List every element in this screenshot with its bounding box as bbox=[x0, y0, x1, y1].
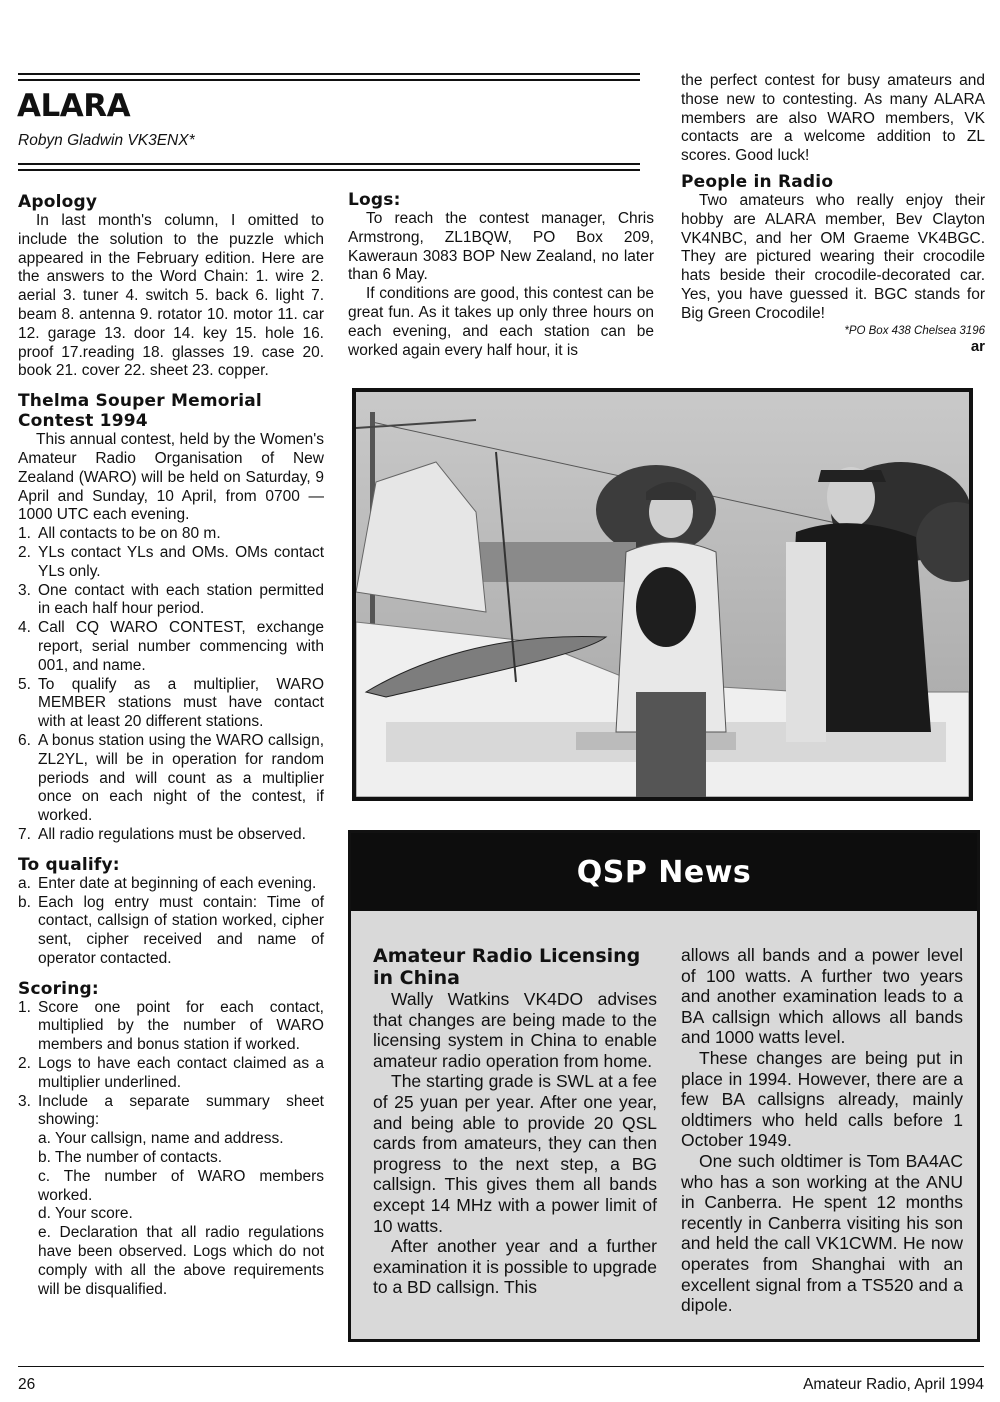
page-number: 26 bbox=[18, 1376, 36, 1393]
apology-heading: Apology bbox=[18, 192, 98, 212]
publication-info: Amateur Radio, April 1994 bbox=[803, 1376, 984, 1393]
scoring-list bbox=[18, 999, 324, 1131]
column-title: ALARA bbox=[17, 88, 131, 124]
logs-column bbox=[348, 190, 654, 360]
author-address: *PO Box 438 Chelsea 3196 bbox=[844, 324, 985, 337]
list-item: 6. A bonus station using the WARO callsign, ZL2YL, will be in operation for random periods and will count as a multiplier once on each night of the contest, if worked. bbox=[18, 731, 324, 825]
header-rule-top bbox=[18, 73, 640, 75]
qsp-para: The starting grade is SWL at a fee of 25 yuan per year. After one year, and being able to provide 20 QSL cards from amateurs, they can then progress to the next step, a BG callsign. This gives them all bands except 14 MHz with a power limit of 10 watts. bbox=[373, 1071, 657, 1236]
list-item: 7. All radio regulations must be observed. bbox=[18, 825, 306, 843]
qsp-left-column bbox=[373, 945, 657, 1298]
qualify-list bbox=[18, 875, 324, 969]
qsp-para: One such oldtimer is Tom BA4AC who has a son working at the ANU in Canberra. He spent 12 months recently in Canberra visiting his son and held the call VK1CWM. He now operates from Shanghai with an excellent signal from a TS520 and a dipole. bbox=[681, 1150, 963, 1316]
summary-item-members: c. The number of WARO members worked. bbox=[38, 1167, 324, 1204]
qsp-banner-title: QSP News bbox=[576, 854, 752, 890]
qsp-banner bbox=[351, 833, 977, 911]
list-item: 3. One contact with each station permitted in each half hour period. bbox=[18, 581, 324, 618]
logs-text-2: If conditions are good, this contest can be great fun. As it takes up only three hours on each evening, and each station can be worked again every half hour, it is bbox=[348, 285, 654, 359]
people-heading: People in Radio bbox=[681, 171, 834, 192]
qsp-para: allows all bands and a power level of 100 watts. A further two years and another examination leads to a BA callsign which allows all bands and 1000 watts level. bbox=[681, 945, 963, 1048]
footer-rule bbox=[18, 1366, 984, 1367]
left-column bbox=[18, 192, 324, 1299]
qualify-heading: To qualify: bbox=[18, 854, 120, 875]
logs-heading: Logs: bbox=[348, 190, 401, 210]
byline-rule-top bbox=[18, 163, 640, 165]
crocodile-car-photo bbox=[352, 388, 973, 801]
thelma-intro: This annual contest, held by the Women's Amateur Radio Organisation of New Zealand (WARO) will be held on Saturday, 9 April and Sunday, 10 April, from 0700 — 1000 UTC each evening. bbox=[18, 431, 324, 524]
list-item: 1. All contacts to be on 80 m. bbox=[18, 525, 221, 543]
people-text: Two amateurs who really enjoy their hobby are ALARA member, Bev Clayton VK4NBC, and her OM Graeme VK4BGC. They are pictured wearing their crocodile hats beside their crocodile-decorated car. Yes, you have guessed it. BGC stands for Big Green Crocodile! bbox=[681, 191, 985, 322]
thelma-rules bbox=[18, 525, 324, 845]
summary-item-contacts: b. The number of contacts. bbox=[38, 1149, 223, 1167]
list-item: 5. To qualify as a multiplier, WARO MEMBER stations must have contact with at least 20 different stations. bbox=[18, 675, 324, 731]
scoring-heading: Scoring: bbox=[18, 978, 99, 999]
qsp-para: Wally Watkins VK4DO advises that changes are being made to the licensing system in China to enable amateur radio operation from home. bbox=[373, 989, 657, 1071]
qsp-right-column bbox=[681, 945, 963, 1316]
qsp-article-heading: Amateur Radio Licensing in China bbox=[373, 945, 641, 989]
list-item: a. Enter date at beginning of each evening. bbox=[18, 874, 317, 892]
list-item: 2. Logs to have each contact claimed as a multiplier underlined. bbox=[18, 1055, 324, 1091]
thelma-heading: Thelma Souper Memorial Contest 1994 bbox=[18, 391, 262, 432]
contest-continuation: the perfect contest for busy amateurs and those new to contesting. As many ALARA members are also WARO members, VK contacts are a welcome addition to ZL scores. Good luck! bbox=[681, 72, 985, 165]
logs-text-1: To reach the contest manager, Chris Armstrong, ZL1BQW, PO Box 209, Kaweraun 3083 BOP New Zealand, no later than 6 May. bbox=[348, 210, 654, 284]
byline: Robyn Gladwin VK3ENX* bbox=[18, 132, 195, 149]
list-item: 1. Score one point for each contact, multiplied by the number of WARO members and bonus station if worked. bbox=[18, 998, 324, 1054]
right-column bbox=[681, 72, 985, 356]
header-rule-bottom bbox=[18, 79, 640, 81]
end-mark: ar bbox=[970, 337, 985, 355]
photo-illustration bbox=[356, 392, 969, 797]
apology-text: In last month's column, I omitted to include the solution to the puzzle which appeared in the February edition. Here are the answers to the Word Chain: 1. wire 2. aerial 3. tuner 4. switch 5. back 6. light 7. beam 8. antenna 9. rotator 10. motor 11. car 12. garage 13. door 14. key 15. hole 16. proof 17.reading 18. glasses 19. case 20. book 21. cover 22. sheet 23. copper. bbox=[18, 212, 324, 380]
list-item: 2. YLs contact YLs and OMs. OMs contact YLs only. bbox=[18, 543, 324, 580]
list-item: 3. Include a separate summary sheet showing: bbox=[18, 1092, 324, 1129]
summary-item-declaration: e. Declaration that all radio regulations have been observed. Logs which do not comply with all the above requirements will be disqualified. bbox=[38, 1224, 324, 1298]
summary-item-callsign: a. Your callsign, name and address. bbox=[38, 1130, 284, 1148]
list-item: b. Each log entry must contain: Time of contact, callsign of station worked, cipher sent, cipher received and name of operator contacted. bbox=[18, 893, 324, 967]
summary-item-score: d. Your score. bbox=[38, 1205, 133, 1223]
qsp-para: After another year and a further examination it is possible to upgrade to a BD callsign. This bbox=[373, 1236, 657, 1298]
qsp-para: These changes are being put in place in 1994. However, there are a few BA callsigns already, mainly oldtimers who held calls before 1 October 1949. bbox=[681, 1047, 963, 1151]
byline-rule-bottom bbox=[18, 169, 640, 171]
list-item: 4. Call CQ WARO CONTEST, exchange report, serial number commencing with 001, and name. bbox=[18, 619, 324, 674]
qsp-news-box bbox=[348, 830, 980, 1342]
